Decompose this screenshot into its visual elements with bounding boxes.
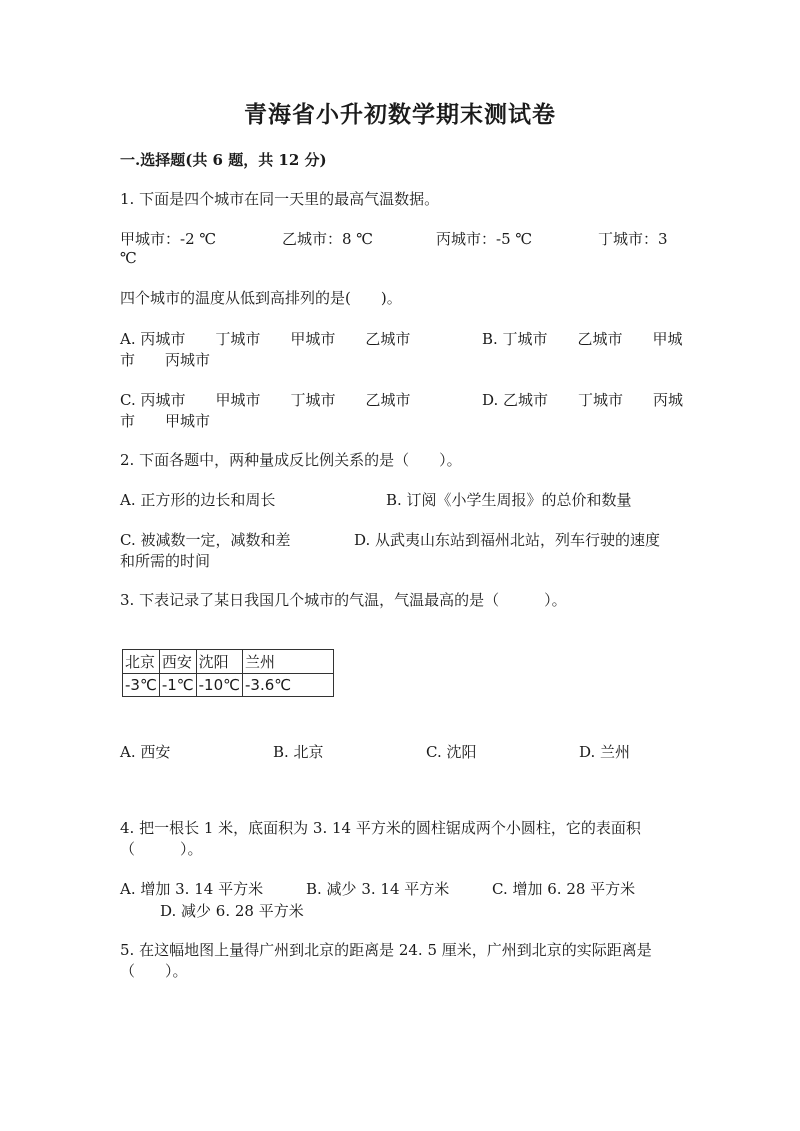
q4-option-d[interactable]: D. 减少 6. 28 平方米 (160, 902, 304, 920)
q2-option-c[interactable]: C. 被减数一定，减数和差 (120, 531, 291, 549)
q2-option-d[interactable]: D. 从武夷山东站到福州北站，列车行驶的速度 (354, 531, 661, 549)
q3-option-c[interactable]: C. 沈阳 (426, 743, 477, 761)
q4-option-a[interactable]: A. 增加 3. 14 平方米 (120, 880, 264, 898)
q1-option-c[interactable]: C. 丙城市 甲城市 丁城市 乙城市 (120, 391, 411, 409)
table-cell: -1℃ (159, 674, 196, 697)
table-row (123, 674, 334, 697)
q4-stem: 4. 把一根长 1 米，底面积为 3. 14 平方米的圆柱锯成两个小圆柱，它的表面积 (120, 819, 641, 837)
table-header-cell: 沈阳 (196, 650, 242, 674)
q2-stem: 2. 下面各题中，两种量成反比例关系的是（ ）。 (120, 451, 462, 469)
q3-option-d[interactable]: D. 兰州 (579, 743, 631, 761)
table-header-row (123, 650, 334, 674)
table-header-cell: 兰州 (242, 650, 333, 674)
temperature-table (122, 649, 334, 697)
q1-city-jia: 甲城市：-2 ℃ (120, 230, 217, 248)
table-cell: -10℃ (196, 674, 242, 697)
section-heading: 一.选择题(共 6 题，共 12 分) (120, 151, 327, 169)
q1-city-ding: 丁城市：3 (598, 230, 668, 248)
q1-city-bing: 丙城市：-5 ℃ (436, 230, 533, 248)
q4-stem-cont: （ ）。 (120, 840, 203, 858)
page-title: 青海省小升初数学期末测试卷 (244, 101, 556, 128)
table-header-cell: 北京 (123, 650, 160, 674)
q1-city-ding-unit: ℃ (120, 249, 137, 267)
q1-city-yi: 乙城市：8 ℃ (282, 230, 374, 248)
q1-option-b[interactable]: B. 丁城市 乙城市 甲城 (482, 330, 683, 348)
q3-option-a[interactable]: A. 西安 (120, 743, 171, 761)
table-header-cell: 西安 (159, 650, 196, 674)
q1-option-a[interactable]: A. 丙城市 丁城市 甲城市 乙城市 (120, 330, 411, 348)
table-cell: -3.6℃ (242, 674, 333, 697)
table-cell: -3℃ (123, 674, 160, 697)
q1-ask: 四个城市的温度从低到高排列的是( )。 (120, 289, 402, 307)
q2-option-d-cont: 和所需的时间 (120, 552, 211, 570)
q4-option-c[interactable]: C. 增加 6. 28 平方米 (492, 880, 636, 898)
q5-stem: 5. 在这幅地图上量得广州到北京的距离是 24. 5 厘米，广州到北京的实际距离是 (120, 941, 652, 959)
q2-option-a[interactable]: A. 正方形的边长和周长 (120, 491, 276, 509)
q1-option-d-cont: 市 甲城市 (120, 412, 211, 430)
q3-stem: 3. 下表记录了某日我国几个城市的气温，气温最高的是（ ）。 (120, 591, 567, 609)
q3-option-b[interactable]: B. 北京 (273, 743, 324, 761)
q1-stem: 1. 下面是四个城市在同一天里的最高气温数据。 (120, 190, 440, 208)
q1-option-d[interactable]: D. 乙城市 丁城市 丙城 (482, 391, 684, 409)
q4-option-b[interactable]: B. 减少 3. 14 平方米 (306, 880, 450, 898)
q5-stem-cont: （ ）。 (120, 962, 188, 980)
q2-option-b[interactable]: B. 订阅《小学生周报》的总价和数量 (386, 491, 632, 509)
q1-option-b-cont: 市 丙城市 (120, 351, 211, 369)
